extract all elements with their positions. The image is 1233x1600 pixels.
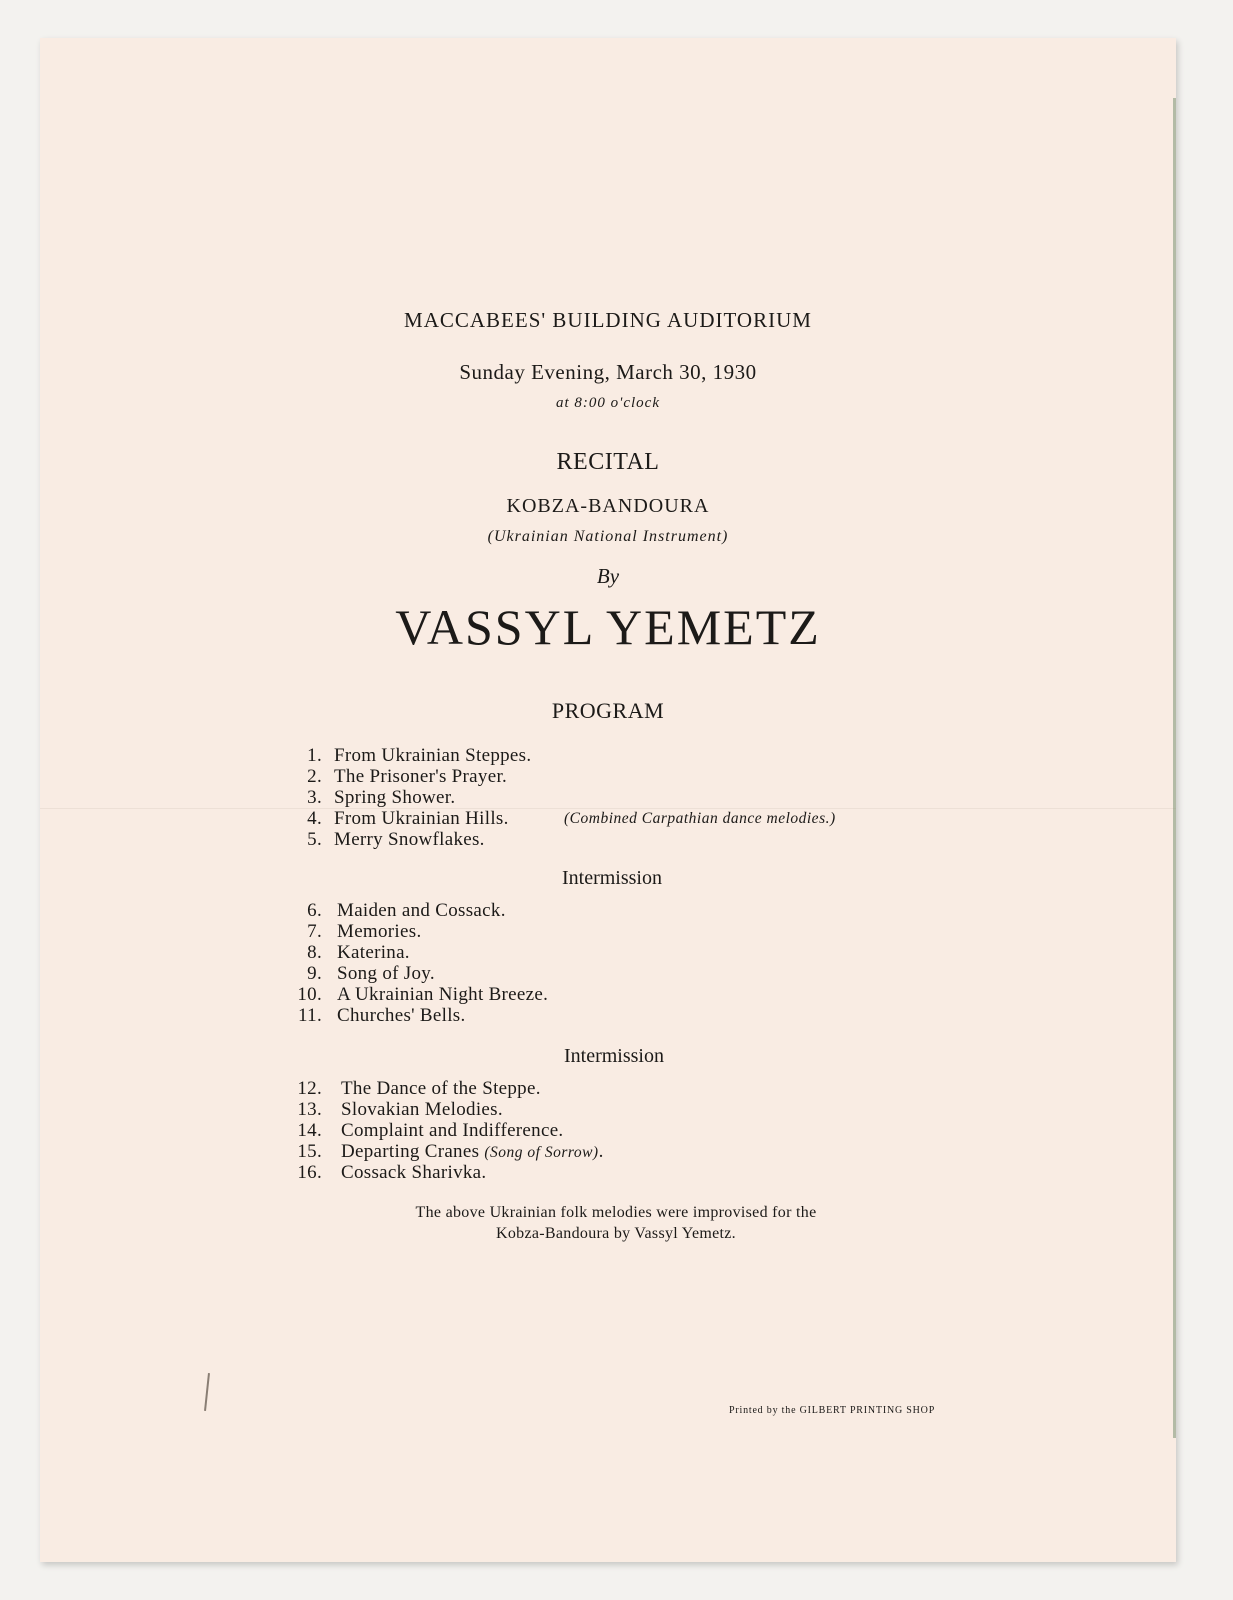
item-number: 4. [307,808,322,829]
item-number: 2. [307,766,322,787]
item-title: A Ukrainian Night Breeze. [337,984,549,1005]
program-sheet [40,38,1176,1562]
event-date: Sunday Evening, March 30, 1930 [459,360,757,384]
venue-heading: MACCABEES' BUILDING AUDITORIUM [404,308,812,332]
item-title: From Ukrainian Hills. [334,808,509,829]
item-number: 9. [307,963,322,984]
item-title: Complaint and Indifference. [341,1120,564,1141]
instrument-note: (Ukrainian National Instrument) [487,528,729,545]
item-title: Spring Shower. [334,787,456,808]
program-heading: PROGRAM [551,698,665,723]
footnote [48,1202,1184,1244]
by-label: By [596,564,620,588]
item-number: 15. [297,1141,322,1162]
footnote-line: Kobza-Bandoura by Vassyl Yemetz. [496,1225,736,1242]
item-title: Song of Joy. [337,963,435,984]
footnote-line: The above Ukrainian folk melodies were improvised for the [415,1204,817,1221]
item-title: Cossack Sharivka. [341,1162,487,1183]
item-number: 14. [297,1120,322,1141]
item-number: 8. [307,942,322,963]
item-note: (Combined Carpathian dance melodies.) [564,810,836,827]
item-title: The Prisoner's Prayer. [334,766,508,787]
event-time: at 8:00 o'clock [555,395,660,411]
item-title: Maiden and Cossack. [337,900,506,921]
item-suffix: . [598,1141,604,1162]
item-number: 5. [307,829,322,850]
item-number: 11. [298,1005,322,1026]
item-number: 1. [307,745,322,766]
item-title: Katerina. [337,942,410,963]
performer-name: VASSYL YEMETZ [395,599,821,655]
item-number: 3. [307,787,322,808]
item-number: 10. [297,984,322,1005]
item-title: From Ukrainian Steppes. [334,745,532,766]
intermission-label: Intermission [564,1045,664,1067]
item-number: 12. [297,1078,322,1099]
item-title: Departing Cranes [341,1141,480,1162]
item-number: 13. [297,1099,322,1120]
item-note: (Song of Sorrow) [484,1144,599,1161]
item-number: 6. [307,900,322,921]
printer-credit: Printed by the GILBERT PRINTING SHOP [729,1405,936,1416]
paper-mark [204,1373,210,1411]
item-title: Churches' Bells. [337,1005,466,1026]
item-title: Merry Snowflakes. [334,829,485,850]
event-type: RECITAL [556,449,660,475]
instrument-name: KOBZA-BANDOURA [506,495,710,517]
item-title: Memories. [337,921,422,942]
item-number: 16. [297,1162,322,1183]
item-title: The Dance of the Steppe. [341,1078,541,1099]
item-title: Slovakian Melodies. [341,1099,503,1120]
intermission-label: Intermission [562,867,662,889]
item-title-with-note [341,1141,604,1163]
item-number: 7. [307,921,322,942]
